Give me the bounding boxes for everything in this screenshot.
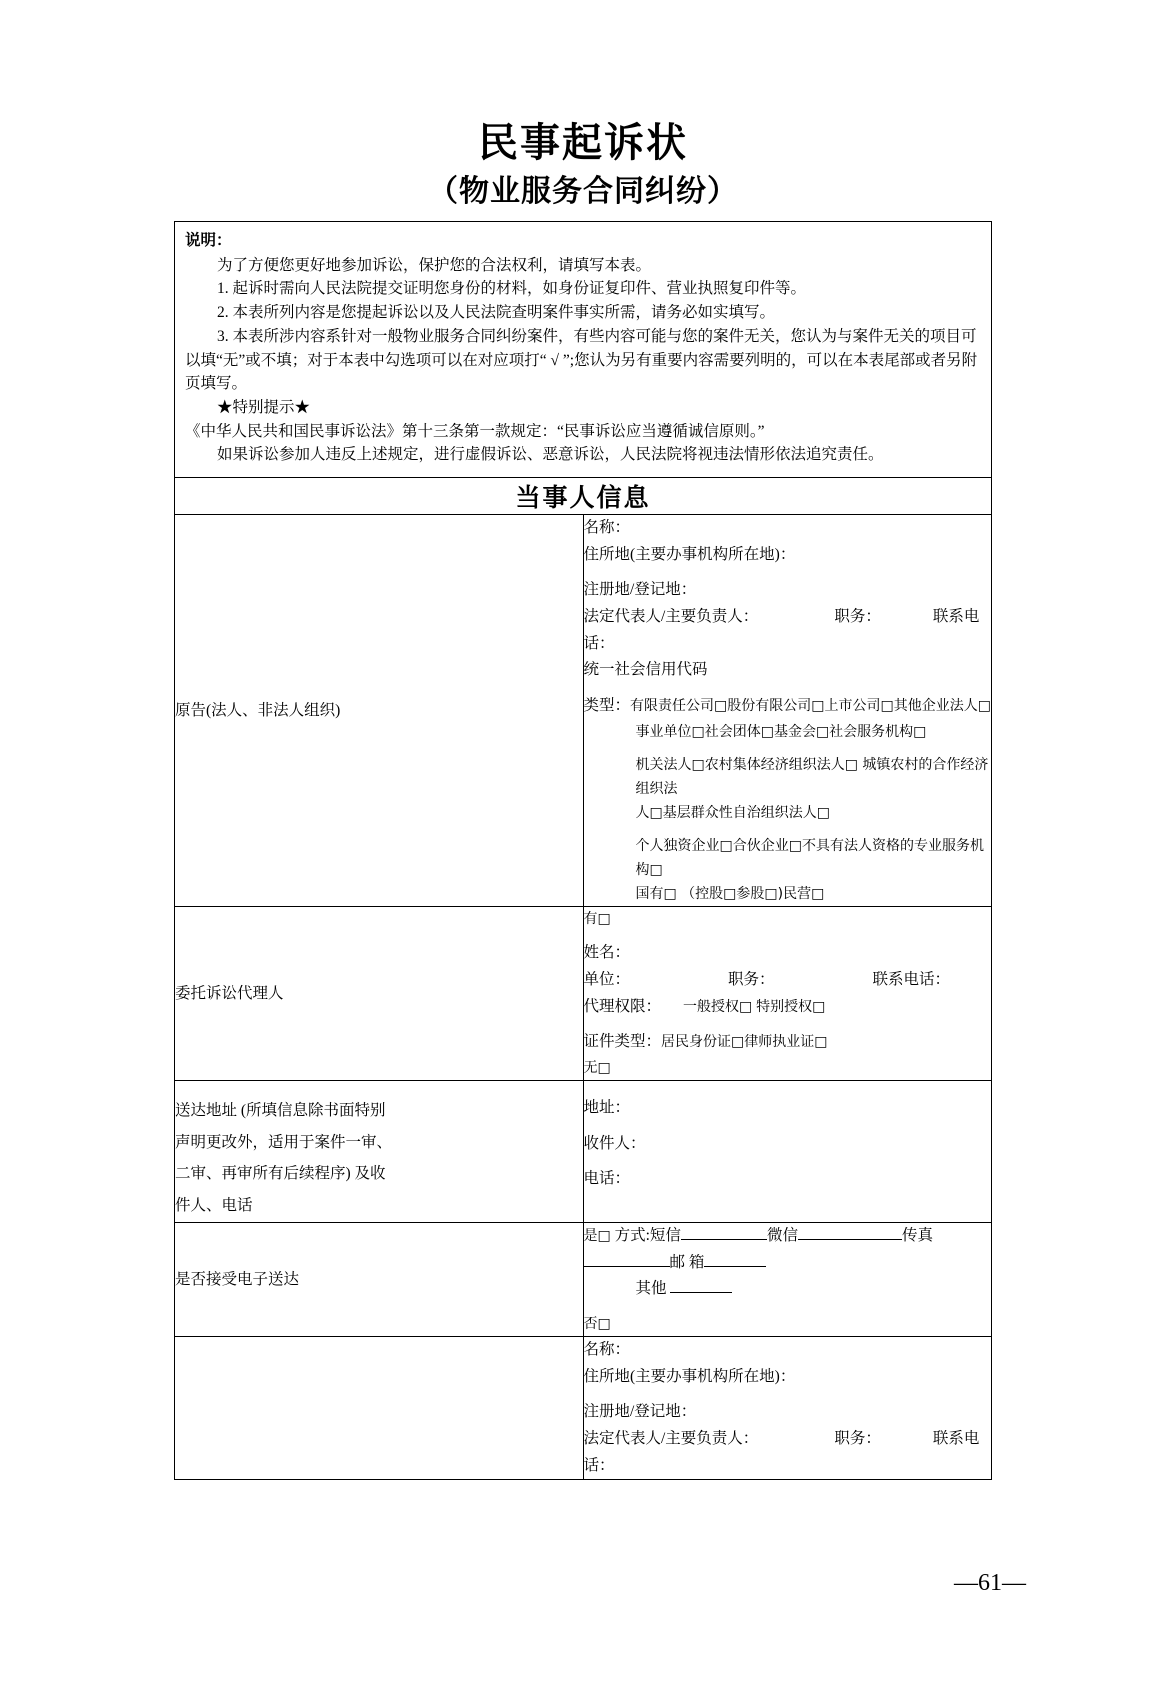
agent-name-field[interactable]: 姓名： xyxy=(583,944,631,962)
plaintiff-type-label: 类型： xyxy=(583,696,631,714)
electronic-service-other-line xyxy=(584,1276,992,1303)
instruction-line-0: 为了方便您更好地参加诉讼，保护您的合法权利，请填写本表。 xyxy=(217,256,652,274)
law-quote: 《中华人民共和国民事诉讼法》第十三条第一款规定：“民事诉讼应当遵循诚信原则。” xyxy=(185,422,765,440)
plaintiff-registration-field[interactable]: 注册地/登记地： xyxy=(583,581,697,599)
agent-idtype-line xyxy=(584,1029,992,1056)
defendant-legalrep-line xyxy=(584,1426,992,1479)
service-address-label-line-3: 件人、电话 xyxy=(175,1197,253,1215)
instructions-heading: 说明： xyxy=(185,232,232,249)
defendant-registration-field[interactable]: 注册地/登记地： xyxy=(583,1403,697,1421)
service-address-row xyxy=(175,1080,992,1222)
agent-authority-label: 代理权限： xyxy=(583,997,662,1015)
service-address-fields xyxy=(583,1080,992,1222)
service-address-field[interactable]: 地址： xyxy=(583,1098,631,1116)
service-recipient-field[interactable]: 收件人： xyxy=(583,1134,646,1152)
plaintiff-legalrep-field[interactable]: 法定代表人/主要负责人： xyxy=(583,608,759,625)
instruction-line-2: 2. 本表所列内容是您提起诉讼以及人民法院查明案件事实所需，请务必如实填写。 xyxy=(217,304,776,322)
electronic-service-wechat-label: 微信 xyxy=(766,1227,798,1245)
instruction-line-1: 1. 起诉时需向人民法院提交证明您身份的材料，如身份证复印件、营业执照复印件等。 xyxy=(217,280,807,298)
electronic-service-fax-label: 传真 xyxy=(901,1227,933,1245)
electronic-service-email-label: 邮 箱 xyxy=(669,1253,705,1271)
plaintiff-type-options-line6[interactable]: 国有□ （控股□参股□)民营□ xyxy=(635,886,825,903)
plaintiff-legalrep-line xyxy=(584,604,992,657)
instructions-row xyxy=(175,222,992,478)
agent-fields xyxy=(583,907,992,1081)
party-section-header-row xyxy=(175,478,992,515)
electronic-service-yes-line xyxy=(584,1223,992,1276)
agent-id-lawyer-checkbox[interactable]: 律师执业证□ xyxy=(744,1034,828,1051)
plaintiff-position-field[interactable]: 职务： xyxy=(834,608,881,625)
agent-row xyxy=(175,907,992,1081)
instruction-line-3: 3. 本表所涉内容系针对一般物业服务合同纠纷案件，有些内容可能与您的案件无关，您认为与案件无关的项目可以填“无”或不填；对于本表中勾选项可以在对应项打“ √ ”;您认为另有重要内容需要列明的，可以在本表尾部或者另附页填写。 xyxy=(185,327,978,393)
electronic-service-fields xyxy=(583,1223,992,1337)
agent-label: 委托诉讼代理人 xyxy=(175,907,584,1081)
defendant-row xyxy=(175,1337,992,1480)
electronic-service-method-label: 方式: xyxy=(614,1227,650,1245)
plaintiff-row xyxy=(175,515,992,907)
plaintiff-phone-field[interactable]: 联系电话： xyxy=(583,608,980,652)
plaintiff-type-options-line5[interactable]: 个人独资企业□合伙企业□不具有法人资格的专业服务机构□ xyxy=(635,837,984,879)
agent-id-resident-checkbox[interactable]: 居民身份证□ xyxy=(661,1034,745,1051)
plaintiff-fields xyxy=(583,515,992,907)
electronic-service-wechat-input[interactable] xyxy=(798,1224,902,1240)
instructions-cell xyxy=(175,222,992,478)
electronic-service-other-input[interactable] xyxy=(670,1277,732,1293)
service-phone-field[interactable]: 电话： xyxy=(583,1170,631,1188)
agent-phone-field[interactable]: 联系电话： xyxy=(872,970,951,988)
plaintiff-type-options-line1[interactable]: 有限责任公司□股份有限公司□上市公司□其他企业法人□ xyxy=(630,697,991,714)
electronic-service-no-checkbox[interactable]: 否□ xyxy=(583,1315,611,1332)
plaintiff-label: 原告(法人、非法人组织) xyxy=(175,515,584,907)
defendant-legalrep-field[interactable]: 法定代表人/主要负责人： xyxy=(583,1430,759,1448)
agent-authority-special-checkbox[interactable]: 特别授权□ xyxy=(756,998,826,1015)
page-number: —61— xyxy=(954,1570,1026,1596)
service-address-label-line-0: 送达地址 (所填信息除书面特别 xyxy=(175,1101,386,1119)
electronic-service-sms-input[interactable] xyxy=(681,1224,767,1240)
plaintiff-type-options-line4[interactable]: 人□基层群众性自治组织法人□ xyxy=(635,804,830,821)
electronic-service-yes-checkbox[interactable]: 是□ xyxy=(583,1228,611,1245)
plaintiff-name-field[interactable]: 名称： xyxy=(583,519,631,537)
electronic-service-fax-input[interactable] xyxy=(584,1251,670,1267)
plaintiff-type-options-line2[interactable]: 事业单位□社会团体□基金会□社会服务机构□ xyxy=(635,723,927,740)
warning-text: 如果诉讼参加人违反上述规定，进行虚假诉讼、恶意诉讼，人民法院将视违法情形依法追究责任。 xyxy=(217,446,884,464)
electronic-service-row xyxy=(175,1223,992,1337)
page-title: 民事起诉状 xyxy=(478,120,688,165)
service-address-label-line-2: 二审、再审所有后续程序) 及收 xyxy=(175,1165,386,1183)
defendant-domicile-field[interactable]: 住所地(主要办事机构所在地)： xyxy=(583,1367,796,1385)
agent-idtype-label: 证件类型： xyxy=(583,1033,662,1051)
defendant-fields xyxy=(583,1337,992,1480)
party-section-header: 当事人信息 xyxy=(175,478,992,515)
defendant-label xyxy=(175,1337,584,1480)
agent-unit-field[interactable]: 单位： xyxy=(583,970,631,988)
plaintiff-type-options-line3[interactable]: 机关法人□农村集体经济组织法人□ 城镇农村的合作经济组织法 xyxy=(635,756,989,797)
page-subtitle: （物业服务合同纠纷） xyxy=(428,175,738,208)
agent-has-checkbox[interactable]: 有□ xyxy=(583,911,611,928)
agent-position-field[interactable]: 职务： xyxy=(728,970,775,988)
title-block xyxy=(0,0,1166,211)
defendant-position-field[interactable]: 职务： xyxy=(834,1430,881,1448)
agent-authority-general-checkbox[interactable]: 一般授权□ xyxy=(683,998,753,1015)
plaintiff-type-line1 xyxy=(584,693,992,720)
agent-unit-line xyxy=(584,967,992,994)
electronic-service-email-input[interactable] xyxy=(704,1251,766,1267)
civil-complaint-form xyxy=(174,221,992,1480)
electronic-service-label: 是否接受电子送达 xyxy=(175,1223,584,1337)
defendant-name-field[interactable]: 名称： xyxy=(583,1341,631,1359)
service-address-label-line-1: 声明更改外，适用于案件一审、 xyxy=(175,1133,393,1151)
electronic-service-sms-label: 短信 xyxy=(649,1227,681,1245)
agent-none-checkbox[interactable]: 无□ xyxy=(583,1059,611,1076)
special-tip-label: ★特别提示★ xyxy=(217,398,311,416)
plaintiff-credit-code-field[interactable]: 统一社会信用代码 xyxy=(583,661,708,679)
service-address-label xyxy=(175,1080,584,1222)
defendant-phone-field[interactable]: 联系电话： xyxy=(583,1430,980,1474)
plaintiff-domicile-field[interactable]: 住所地(主要办事机构所在地)： xyxy=(583,545,796,563)
electronic-service-other-label: 其他 xyxy=(635,1280,667,1298)
agent-authority-line xyxy=(584,994,992,1021)
